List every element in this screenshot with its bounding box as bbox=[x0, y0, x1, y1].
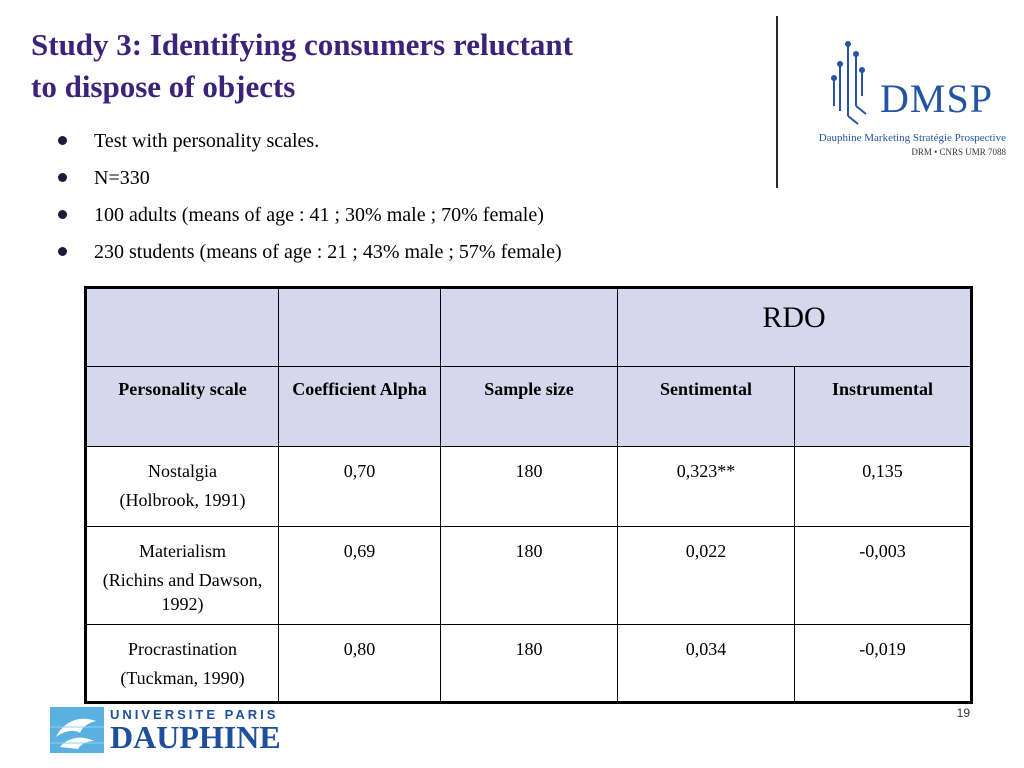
slide-title-line2: to dispose of objects bbox=[31, 69, 296, 104]
sample-size-cell: 180 bbox=[441, 447, 618, 527]
dauphine-logo-main-text: DAUPHINE bbox=[110, 719, 281, 755]
alpha-cell: 0,70 bbox=[279, 447, 441, 527]
results-table bbox=[84, 286, 973, 704]
table-row bbox=[86, 625, 972, 703]
empty-header-cell bbox=[279, 288, 441, 367]
bullet-item: 230 students (means of age : 21 ; 43% male ; 57% female) bbox=[58, 237, 562, 274]
table-row bbox=[86, 447, 972, 527]
scale-cell bbox=[86, 527, 279, 625]
dmsp-logo-affiliation: DRM • CNRS UMR 7088 bbox=[911, 147, 1006, 157]
slide-title bbox=[31, 24, 751, 108]
scale-name: Nostalgia bbox=[148, 461, 217, 481]
sentimental-cell: 0,323** bbox=[618, 447, 795, 527]
rdo-group-header: RDO bbox=[618, 288, 972, 367]
table-group-header-row bbox=[86, 288, 972, 367]
bullet-dot-icon bbox=[58, 247, 67, 256]
scale-name: Materialism bbox=[139, 541, 226, 561]
dmsp-logo-text: DMSP bbox=[880, 76, 993, 121]
dauphine-dolphin-icon bbox=[50, 707, 104, 753]
scale-reference: (Holbrook, 1991) bbox=[119, 490, 246, 510]
header-instrumental: Instrumental bbox=[795, 367, 972, 447]
sample-size-cell: 180 bbox=[441, 527, 618, 625]
instrumental-cell: -0,019 bbox=[795, 625, 972, 703]
header-personality-scale: Personality scale bbox=[86, 367, 279, 447]
scale-reference: (Tuckman, 1990) bbox=[120, 668, 245, 688]
dauphine-logo-top-text: UNIVERSITE PARIS bbox=[110, 707, 279, 722]
empty-header-cell bbox=[86, 288, 279, 367]
scale-cell bbox=[86, 625, 279, 703]
sentimental-cell: 0,034 bbox=[618, 625, 795, 703]
bullet-dot-icon bbox=[58, 210, 67, 219]
scale-name: Procrastination bbox=[128, 639, 237, 659]
instrumental-cell: -0,003 bbox=[795, 527, 972, 625]
scale-cell bbox=[86, 447, 279, 527]
table-row bbox=[86, 527, 972, 625]
header-divider bbox=[776, 16, 778, 188]
instrumental-cell: 0,135 bbox=[795, 447, 972, 527]
header-sentimental: Sentimental bbox=[618, 367, 795, 447]
bullet-item: Test with personality scales. bbox=[58, 126, 562, 163]
alpha-cell: 0,80 bbox=[279, 625, 441, 703]
header-sample-size: Sample size bbox=[441, 367, 618, 447]
slide-title-line1: Study 3: Identifying consumers reluctant bbox=[31, 27, 573, 62]
sentimental-cell: 0,022 bbox=[618, 527, 795, 625]
bullet-dot-icon bbox=[58, 136, 67, 145]
bullet-list bbox=[58, 126, 562, 274]
bullet-dot-icon bbox=[58, 173, 67, 182]
scale-reference: (Richins and Dawson, 1992) bbox=[102, 570, 263, 614]
sample-size-cell: 180 bbox=[441, 625, 618, 703]
alpha-cell: 0,69 bbox=[279, 527, 441, 625]
dmsp-logo-subtitle: Dauphine Marketing Stratégie Prospective bbox=[818, 132, 1006, 144]
bullet-item: N=330 bbox=[58, 163, 562, 200]
header-coefficient-alpha: Coefficient Alpha bbox=[279, 367, 441, 447]
table-header-row bbox=[86, 367, 972, 447]
empty-header-cell bbox=[441, 288, 618, 367]
bullet-item: 100 adults (means of age : 41 ; 30% male ; 70% female) bbox=[58, 200, 562, 237]
page-number: 19 bbox=[956, 706, 970, 720]
